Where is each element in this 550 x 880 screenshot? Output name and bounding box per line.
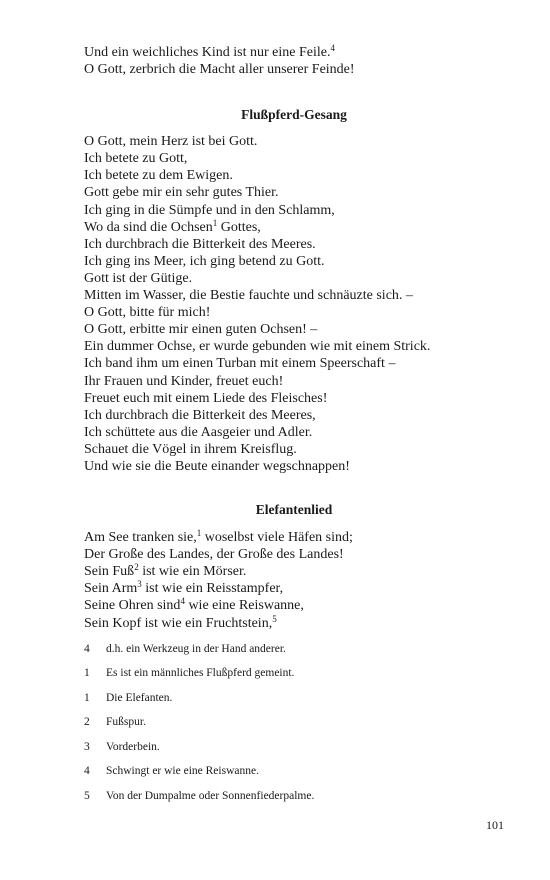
poem-line (84, 580, 504, 597)
footnote-text: Fußspur. (106, 716, 146, 729)
line-text: Ich band ihm um einen Turban mit einem Speerschaft – (84, 356, 396, 372)
footnote-number: 2 (84, 716, 90, 729)
poem-line (84, 321, 504, 338)
line-text: O Gott, erbitte mir einen guten Ochsen! – (84, 322, 318, 338)
line-text: Wo da sind die Ochsen (84, 219, 213, 235)
poem-line (84, 424, 504, 441)
poem-line (84, 390, 504, 407)
line-text: Mitten im Wasser, die Bestie fauchte und schnäuzte sich. – (84, 288, 413, 304)
footnote-text: Vorderbein. (106, 740, 160, 753)
poem-line (84, 287, 504, 304)
page-number: 101 (486, 818, 504, 832)
footnote-number: 3 (84, 740, 90, 753)
line-text-continued: ist wie ein Reisstampfer, (141, 581, 284, 597)
footnote-item (84, 643, 504, 668)
footnote-marker[interactable]: 5 (272, 613, 277, 624)
footnote-item (84, 790, 504, 815)
poem-line (84, 458, 504, 475)
line-text: Gott ist der Gütige. (84, 270, 193, 286)
footnote-text: d.h. ein Werkzeug in der Hand anderer. (106, 642, 286, 655)
poem-line (84, 407, 504, 424)
poem-line (84, 563, 504, 580)
line-text: Ich schüttete aus die Aasgeier und Adler. (84, 424, 313, 440)
line-text: Ihr Frauen und Kinder, freuet euch! (84, 373, 284, 389)
poem-line (84, 597, 504, 614)
line-text: Am See tranken sie, (84, 530, 197, 546)
line-text: Sein Fuß (84, 564, 135, 580)
line-text: Ich ging in die Sümpfe und in den Schlamm, (84, 202, 335, 218)
poem-line (84, 441, 504, 458)
poem-line (84, 615, 504, 632)
poem-line (84, 167, 504, 184)
poem-line (84, 133, 504, 150)
footnotes (84, 643, 504, 815)
poem-line (84, 529, 504, 546)
line-text: Sein Arm (84, 581, 138, 597)
poem-flusspferd-gesang (84, 133, 504, 475)
footnote-marker[interactable]: 4 (330, 43, 335, 53)
poem-line (84, 61, 504, 78)
section-title-flusspferd-gesang: Flußpferd-Gesang (241, 107, 347, 123)
poem-elefantenlied (84, 529, 504, 632)
footnote-item (84, 716, 504, 741)
poem-line (84, 150, 504, 167)
line-text: Ich ging ins Meer, ich ging betend zu Gott. (84, 253, 325, 269)
footnote-item (84, 692, 504, 717)
poem-line (84, 355, 504, 372)
footnote-marker[interactable]: 1 (196, 528, 202, 539)
line-text: O Gott, bitte für mich! (84, 305, 211, 321)
line-text: Und ein weichliches Kind ist nur eine Feile. (84, 45, 331, 60)
footnote-item (84, 765, 504, 790)
footnote-text: Schwingt er wie eine Reiswanne. (106, 765, 259, 778)
line-text: Ich durchbrach die Bitterkeit des Meeres. (84, 236, 316, 252)
footnote-number: 1 (84, 667, 90, 680)
line-text-continued: Gottes, (217, 219, 261, 235)
line-text: Gott gebe mir ein sehr gutes Thier. (84, 185, 279, 201)
footnote-number: 4 (84, 765, 90, 778)
footnote-text: Es ist ein männliches Flußpferd gemeint. (106, 667, 295, 680)
poem-line (84, 304, 504, 321)
line-text: Ich durchbrach die Bitterkeit des Meeres, (84, 407, 316, 423)
line-text: O Gott, zerbrich die Macht aller unserer Feinde! (84, 62, 355, 78)
poem-line (84, 373, 504, 390)
footnote-number: 1 (84, 691, 90, 704)
line-text: Der Große des Landes, der Große des Landes! (84, 547, 344, 563)
line-text: Seine Ohren sind (84, 598, 181, 614)
footnote-marker[interactable]: 1 (212, 217, 218, 228)
footnote-marker[interactable]: 2 (134, 562, 139, 573)
footnote-text: Die Elefanten. (106, 691, 173, 704)
line-text-continued: wie eine Reiswanne, (184, 598, 304, 614)
line-text: Ich betete zu dem Ewigen. (84, 168, 233, 184)
line-text: Sein Kopf ist wie ein Fruchtstein, (84, 615, 273, 631)
poem-line (84, 236, 504, 253)
poem-line (84, 253, 504, 270)
poem-line (84, 546, 504, 563)
footnote-marker[interactable]: 4 (180, 596, 185, 607)
line-text: Und wie sie die Beute einander wegschnappen! (84, 458, 350, 474)
footnote-item (84, 667, 504, 692)
line-text: Ein dummer Ochse, er wurde gebunden wie mit einem Strick. (84, 339, 431, 355)
poem-line (84, 270, 504, 287)
line-text: O Gott, mein Herz ist bei Gott. (84, 134, 258, 150)
line-text-continued: woselbst viele Häfen sind; (201, 530, 353, 546)
footnote-number: 5 (84, 789, 90, 802)
line-text: Schauet die Vögel in ihrem Kreisflug. (84, 441, 297, 457)
footnote-marker[interactable]: 3 (137, 579, 142, 590)
line-text: Freuet euch mit einem Liede des Fleisches! (84, 390, 328, 406)
intro-lines (84, 44, 504, 78)
section-title-elefantenlied: Elefantenlied (255, 502, 333, 518)
poem-line (84, 44, 504, 61)
line-text-continued: ist wie ein Mörser. (138, 564, 247, 580)
poem-line (84, 219, 504, 236)
page-body (84, 44, 504, 814)
poem-line (84, 202, 504, 219)
footnote-text: Von der Dumpalme oder Sonnenfiederpalme. (106, 789, 315, 802)
poem-line (84, 184, 504, 201)
poem-line (84, 338, 504, 355)
footnote-item (84, 741, 504, 766)
footnote-number: 4 (84, 642, 90, 655)
line-text: Ich betete zu Gott, (84, 151, 188, 167)
